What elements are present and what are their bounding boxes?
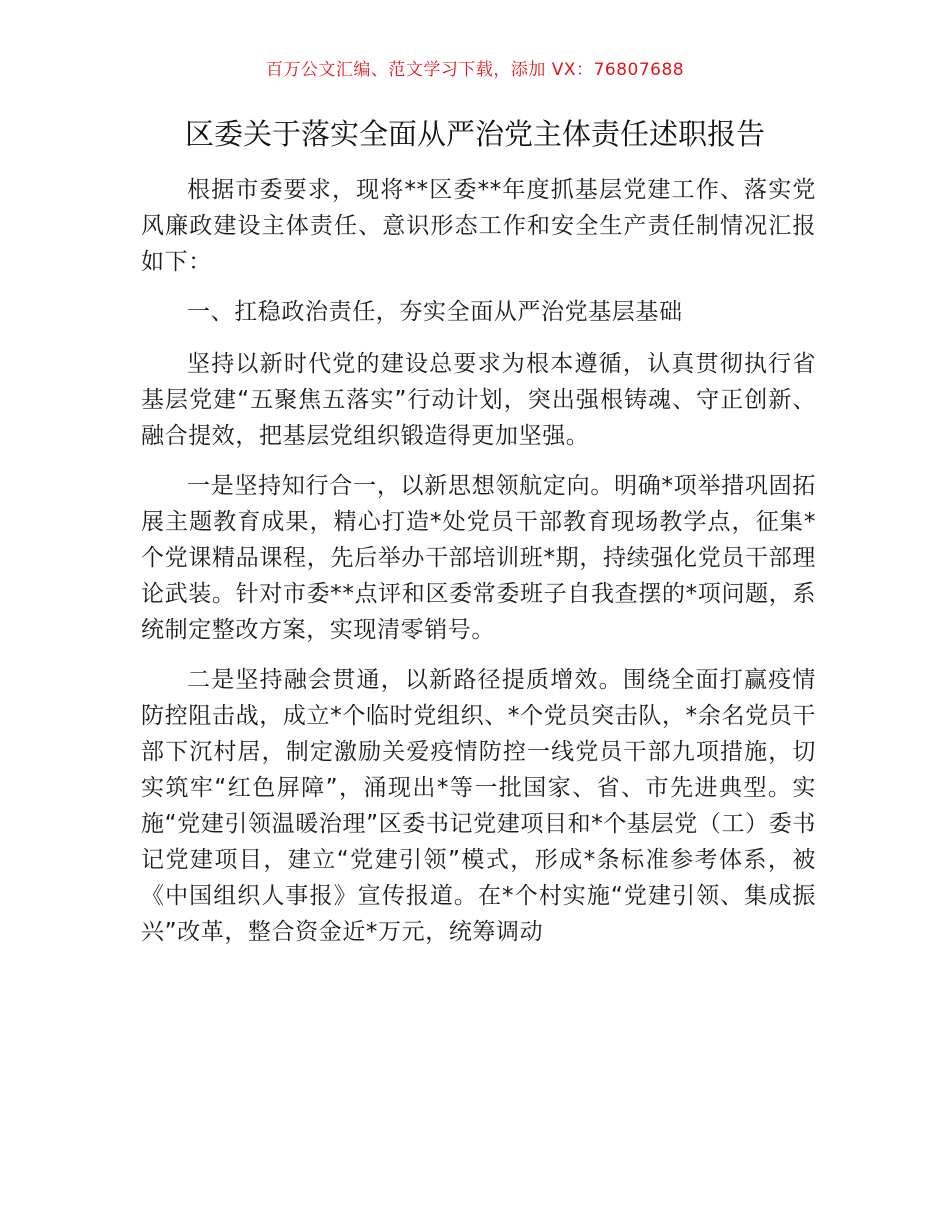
body-paragraph: 一是坚持知行合一，以新思想领航定向。明确*项举措巩固拓展主题教育成果，精心打造*处党员干部教育现场教学点，征集*个党课精品课程，先后举办干部培训班*期，持续强化党员干部理论武装。针对市委**点评和区委常委班子自我查摆的*项问题，系统制定整改方案，实现清零销号。 (141, 473, 816, 643)
header-watermark: 百万公文汇编、范文学习下载，添加 VX：76807688 (265, 60, 685, 80)
body-paragraph: 坚持以新时代党的建设总要求为根本遵循，认真贯彻执行省基层党建“五聚焦五落实”行动计划，突出强根铸魂、守正创新、融合提效，把基层党组织锻造得更加坚强。 (141, 351, 816, 449)
document-body (141, 172, 816, 964)
document-title: 区委关于落实全面从严治党主体责任述职报告 (184, 117, 765, 151)
intro-paragraph: 根据市委要求，现将**区委**年度抓基层党建工作、落实党风廉政建设主体责任、意识形态工作和安全生产责任制情况汇报如下： (141, 177, 816, 275)
section-heading: 一、扛稳政治责任，夯实全面从严治党基层基础 (187, 299, 683, 325)
body-paragraph: 二是坚持融会贯通，以新路径提质增效。围绕全面打赢疫情防控阻击战，成立*个临时党组织、*个党员突击队，*余名党员干部下沉村居，制定激励关爱疫情防控一线党员干部九项措施，切实筑牢“红色屏障”，涌现出*等一批国家、省、市先进典型。实施“党建引领温暖治理”区委书记党建项目和*个基层党（工）委书记党建项目，建立“党建引领”模式，形成*条标准参考体系，被《中国组织人事报》宣传报道。在*个村实施“党建引领、集成振兴”改革，整合资金近*万元，统筹调动 (141, 667, 816, 945)
